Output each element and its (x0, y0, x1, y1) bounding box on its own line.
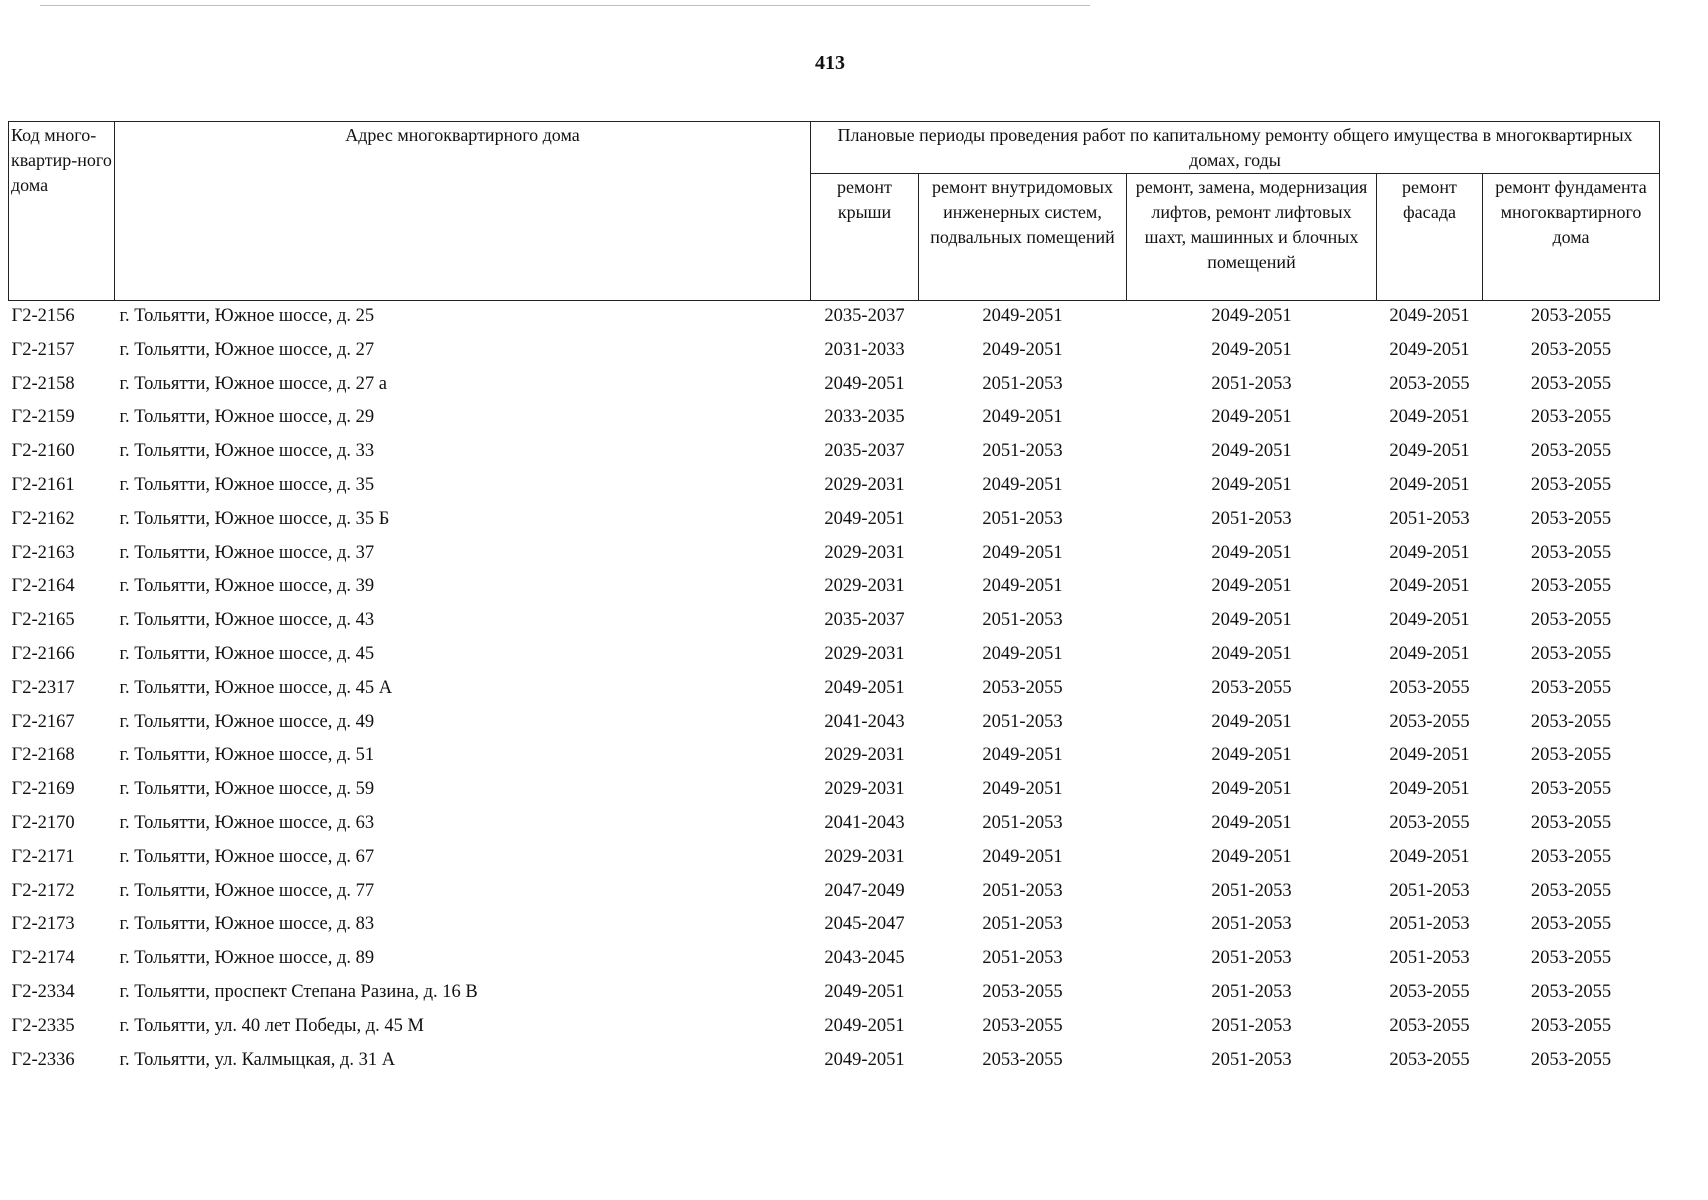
header-address: Адрес многоквартирного дома (115, 122, 811, 301)
cell-code: Г2-2335 (11, 1015, 75, 1036)
header-row-top (9, 122, 1660, 174)
cell-facade: 2049-2051 (1389, 846, 1470, 867)
cell-engineering: 2051-2053 (982, 711, 1063, 732)
cell-elevator: 2051-2053 (1211, 373, 1292, 394)
cell-foundation: 2053-2055 (1530, 1049, 1612, 1070)
table-row (9, 406, 1660, 440)
cell-code: Г2-2169 (11, 779, 75, 800)
cell-roof: 2029-2031 (824, 643, 905, 664)
table-row (9, 474, 1660, 508)
cell-engineering: 2049-2051 (982, 474, 1063, 495)
cell-code: Г2-2159 (11, 407, 75, 428)
cell-code: Г2-2166 (11, 643, 75, 664)
cell-engineering: 2051-2053 (982, 880, 1063, 901)
cell-engineering: 2053-2055 (982, 677, 1063, 698)
cell-engineering: 2051-2053 (982, 508, 1063, 529)
cell-engineering: 2053-2055 (982, 1049, 1063, 1070)
cell-foundation: 2053-2055 (1530, 1015, 1612, 1036)
table-row (9, 778, 1660, 812)
cell-foundation: 2053-2055 (1530, 610, 1612, 631)
cell-roof: 2049-2051 (824, 373, 905, 394)
cell-facade: 2051-2053 (1389, 508, 1470, 529)
table-row (9, 609, 1660, 643)
cell-code: Г2-2173 (11, 914, 75, 935)
cell-foundation: 2053-2055 (1530, 880, 1612, 901)
cell-engineering: 2053-2055 (982, 1015, 1063, 1036)
header-facade: ремонт фасада (1377, 174, 1483, 301)
cell-code: Г2-2161 (11, 474, 75, 495)
cell-elevator: 2049-2051 (1211, 339, 1292, 360)
cell-foundation: 2053-2055 (1530, 441, 1612, 462)
cell-roof: 2047-2049 (824, 880, 905, 901)
cell-facade: 2049-2051 (1389, 542, 1470, 563)
cell-address: г. Тольятти, Южное шоссе, д. 63 (119, 812, 375, 833)
cell-engineering: 2051-2053 (982, 948, 1063, 969)
cell-facade: 2053-2055 (1389, 711, 1470, 732)
table-row (9, 301, 1660, 339)
header-elevator: ремонт, замена, модернизация лифтов, ремонт лифтовых шахт, машинных и блочных помещений (1127, 174, 1377, 301)
cell-address: г. Тольятти, Южное шоссе, д. 77 (119, 880, 375, 901)
cell-address: г. Тольятти, Южное шоссе, д. 39 (119, 576, 375, 597)
cell-elevator: 2049-2051 (1211, 643, 1292, 664)
table-row (9, 913, 1660, 947)
cell-engineering: 2049-2051 (982, 643, 1063, 664)
cell-elevator: 2049-2051 (1211, 779, 1292, 800)
cell-elevator: 2049-2051 (1211, 745, 1292, 766)
cell-engineering: 2051-2053 (982, 373, 1063, 394)
table-row (9, 643, 1660, 677)
table-row (9, 846, 1660, 880)
cell-roof: 2029-2031 (824, 779, 905, 800)
cell-elevator: 2049-2051 (1211, 812, 1292, 833)
table-row (9, 373, 1660, 407)
cell-roof: 2049-2051 (824, 508, 905, 529)
cell-roof: 2031-2033 (824, 339, 905, 360)
cell-roof: 2035-2037 (824, 306, 905, 326)
cell-roof: 2029-2031 (824, 846, 905, 867)
cell-code: Г2-2162 (11, 508, 75, 529)
cell-elevator: 2053-2055 (1211, 677, 1292, 698)
cell-facade: 2049-2051 (1389, 339, 1470, 360)
cell-elevator: 2051-2053 (1211, 981, 1292, 1002)
cell-foundation: 2053-2055 (1530, 677, 1612, 698)
cell-elevator: 2051-2053 (1211, 508, 1292, 529)
cell-engineering: 2051-2053 (982, 441, 1063, 462)
cell-engineering: 2049-2051 (982, 407, 1063, 428)
table-row (9, 542, 1660, 576)
header-roof: ремонт крыши (811, 174, 919, 301)
table-row (9, 981, 1660, 1015)
cell-roof: 2049-2051 (824, 1049, 905, 1070)
cell-facade: 2053-2055 (1389, 1049, 1470, 1070)
cell-facade: 2049-2051 (1389, 306, 1470, 326)
cell-address: г. Тольятти, ул. Калмыцкая, д. 31 А (119, 1049, 396, 1070)
cell-code: Г2-2334 (11, 981, 75, 1002)
cell-foundation: 2053-2055 (1530, 948, 1612, 969)
cell-facade: 2049-2051 (1389, 610, 1470, 631)
cell-address: г. Тольятти, Южное шоссе, д. 43 (119, 610, 375, 631)
table-row (9, 711, 1660, 745)
cell-address: г. Тольятти, Южное шоссе, д. 35 Б (119, 508, 390, 529)
repair-schedule-table (8, 121, 1660, 1082)
cell-elevator: 2049-2051 (1211, 306, 1292, 326)
cell-facade: 2053-2055 (1389, 981, 1470, 1002)
cell-roof: 2035-2037 (824, 610, 905, 631)
cell-address: г. Тольятти, Южное шоссе, д. 35 (119, 474, 375, 495)
cell-address: г. Тольятти, Южное шоссе, д. 33 (119, 441, 375, 462)
cell-roof: 2029-2031 (824, 474, 905, 495)
cell-address: г. Тольятти, Южное шоссе, д. 67 (119, 846, 375, 867)
cell-engineering: 2051-2053 (982, 914, 1063, 935)
cell-elevator: 2051-2053 (1211, 1049, 1292, 1070)
table-row (9, 880, 1660, 914)
cell-roof: 2043-2045 (824, 948, 905, 969)
cell-roof: 2029-2031 (824, 576, 905, 597)
cell-facade: 2051-2053 (1389, 948, 1470, 969)
cell-code: Г2-2156 (11, 306, 75, 326)
cell-roof: 2035-2037 (824, 441, 905, 462)
cell-foundation: 2053-2055 (1530, 812, 1612, 833)
cell-roof: 2041-2043 (824, 711, 905, 732)
cell-roof: 2049-2051 (824, 1015, 905, 1036)
cell-address: г. Тольятти, Южное шоссе, д. 29 (119, 407, 375, 428)
cell-address: г. Тольятти, Южное шоссе, д. 51 (119, 745, 375, 766)
table-header (9, 122, 1660, 301)
cell-engineering: 2049-2051 (982, 306, 1063, 326)
table-row (9, 575, 1660, 609)
cell-foundation: 2053-2055 (1530, 542, 1612, 563)
cell-roof: 2029-2031 (824, 745, 905, 766)
cell-code: Г2-2164 (11, 576, 75, 597)
top-rule (40, 5, 1090, 6)
cell-facade: 2051-2053 (1389, 914, 1470, 935)
cell-elevator: 2051-2053 (1211, 1015, 1292, 1036)
cell-foundation: 2053-2055 (1530, 407, 1612, 428)
cell-code: Г2-2317 (11, 677, 75, 698)
table-row (9, 339, 1660, 373)
cell-elevator: 2051-2053 (1211, 948, 1292, 969)
table-body (9, 301, 1660, 1083)
cell-foundation: 2053-2055 (1530, 306, 1612, 326)
cell-code: Г2-2168 (11, 745, 75, 766)
cell-roof: 2029-2031 (824, 542, 905, 563)
cell-engineering: 2051-2053 (982, 610, 1063, 631)
cell-elevator: 2049-2051 (1211, 407, 1292, 428)
cell-foundation: 2053-2055 (1530, 339, 1612, 360)
cell-roof: 2041-2043 (824, 812, 905, 833)
header-foundation: ремонт фундамента многоквартирного дома (1483, 174, 1660, 301)
cell-code: Г2-2174 (11, 948, 75, 969)
cell-elevator: 2049-2051 (1211, 711, 1292, 732)
cell-code: Г2-2167 (11, 711, 75, 732)
cell-elevator: 2051-2053 (1211, 914, 1292, 935)
header-engineering: ремонт внутридомовых инженерных систем, подвальных помещений (919, 174, 1127, 301)
cell-facade: 2051-2053 (1389, 880, 1470, 901)
cell-foundation: 2053-2055 (1530, 981, 1612, 1002)
cell-elevator: 2049-2051 (1211, 846, 1292, 867)
cell-code: Г2-2171 (11, 846, 75, 867)
cell-facade: 2053-2055 (1389, 373, 1470, 394)
cell-address: г. Тольятти, Южное шоссе, д. 49 (119, 711, 375, 732)
cell-code: Г2-2158 (11, 373, 75, 394)
table-row (9, 1049, 1660, 1083)
cell-foundation: 2053-2055 (1530, 508, 1612, 529)
cell-facade: 2049-2051 (1389, 474, 1470, 495)
cell-elevator: 2049-2051 (1211, 610, 1292, 631)
cell-engineering: 2049-2051 (982, 779, 1063, 800)
table-row (9, 1015, 1660, 1049)
cell-elevator: 2049-2051 (1211, 474, 1292, 495)
table-row (9, 812, 1660, 846)
table-row (9, 947, 1660, 981)
cell-address: г. Тольятти, Южное шоссе, д. 27 а (119, 373, 387, 394)
table-row (9, 744, 1660, 778)
cell-address: г. Тольятти, Южное шоссе, д. 37 (119, 542, 375, 563)
cell-address: г. Тольятти, Южное шоссе, д. 45 (119, 643, 375, 664)
cell-facade: 2053-2055 (1389, 812, 1470, 833)
cell-foundation: 2053-2055 (1530, 745, 1612, 766)
cell-foundation: 2053-2055 (1530, 711, 1612, 732)
table-row (9, 677, 1660, 711)
cell-code: Г2-2336 (11, 1049, 75, 1070)
cell-foundation: 2053-2055 (1530, 779, 1612, 800)
cell-code: Г2-2157 (11, 339, 75, 360)
cell-engineering: 2051-2053 (982, 812, 1063, 833)
cell-foundation: 2053-2055 (1530, 914, 1612, 935)
cell-address: г. Тольятти, Южное шоссе, д. 25 (119, 306, 375, 326)
cell-foundation: 2053-2055 (1530, 576, 1612, 597)
cell-engineering: 2049-2051 (982, 846, 1063, 867)
cell-address: г. Тольятти, Южное шоссе, д. 83 (119, 914, 375, 935)
cell-code: Г2-2160 (11, 441, 75, 462)
cell-elevator: 2051-2053 (1211, 880, 1292, 901)
cell-foundation: 2053-2055 (1530, 373, 1612, 394)
header-code: Код много-квартир-ного дома (9, 122, 115, 301)
cell-foundation: 2053-2055 (1530, 846, 1612, 867)
cell-code: Г2-2172 (11, 880, 75, 901)
cell-foundation: 2053-2055 (1530, 474, 1612, 495)
cell-foundation: 2053-2055 (1530, 643, 1612, 664)
table-row (9, 508, 1660, 542)
cell-roof: 2049-2051 (824, 677, 905, 698)
cell-engineering: 2049-2051 (982, 745, 1063, 766)
cell-address: г. Тольятти, Южное шоссе, д. 27 (119, 339, 375, 360)
cell-elevator: 2049-2051 (1211, 441, 1292, 462)
cell-address: г. Тольятти, Южное шоссе, д. 89 (119, 948, 375, 969)
cell-address: г. Тольятти, ул. 40 лет Победы, д. 45 М (119, 1015, 424, 1036)
cell-facade: 2053-2055 (1389, 677, 1470, 698)
cell-code: Г2-2170 (11, 812, 75, 833)
cell-roof: 2049-2051 (824, 981, 905, 1002)
cell-engineering: 2053-2055 (982, 981, 1063, 1002)
page-number: 413 (815, 52, 845, 74)
cell-code: Г2-2165 (11, 610, 75, 631)
cell-facade: 2049-2051 (1389, 745, 1470, 766)
header-planned-periods: Плановые периоды проведения работ по капитальному ремонту общего имущества в многоквартирных домах, годы (811, 122, 1660, 174)
cell-facade: 2049-2051 (1389, 407, 1470, 428)
cell-address: г. Тольятти, проспект Степана Разина, д. 16 В (119, 981, 478, 1002)
cell-facade: 2049-2051 (1389, 441, 1470, 462)
cell-engineering: 2049-2051 (982, 339, 1063, 360)
cell-facade: 2049-2051 (1389, 576, 1470, 597)
table-row (9, 440, 1660, 474)
cell-roof: 2033-2035 (824, 407, 905, 428)
cell-address: г. Тольятти, Южное шоссе, д. 45 А (119, 677, 393, 698)
cell-facade: 2053-2055 (1389, 1015, 1470, 1036)
cell-elevator: 2049-2051 (1211, 542, 1292, 563)
cell-engineering: 2049-2051 (982, 542, 1063, 563)
cell-roof: 2045-2047 (824, 914, 905, 935)
cell-facade: 2049-2051 (1389, 779, 1470, 800)
cell-elevator: 2049-2051 (1211, 576, 1292, 597)
cell-address: г. Тольятти, Южное шоссе, д. 59 (119, 779, 375, 800)
cell-facade: 2049-2051 (1389, 643, 1470, 664)
cell-engineering: 2049-2051 (982, 576, 1063, 597)
cell-code: Г2-2163 (11, 542, 75, 563)
